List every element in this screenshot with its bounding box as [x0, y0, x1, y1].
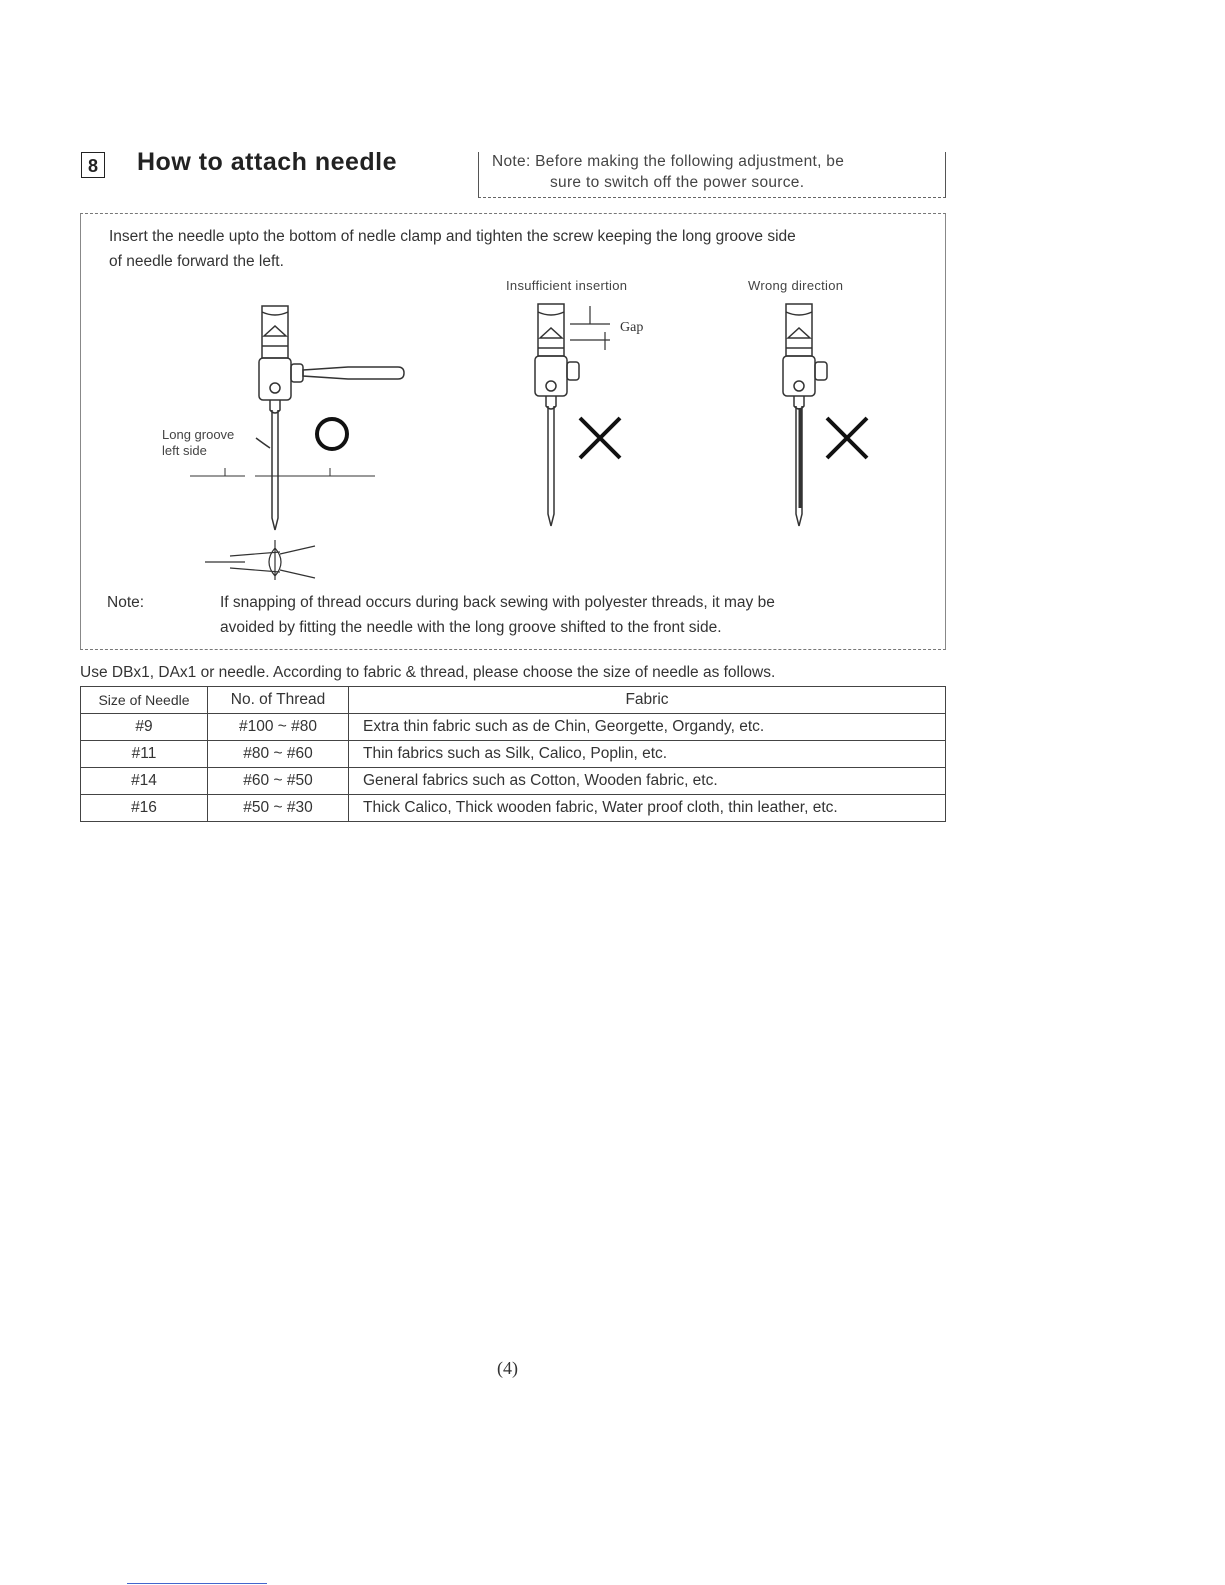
left-side-label: left side [162, 443, 207, 458]
power-note-line-2: sure to switch off the power source. [550, 174, 805, 191]
needle-size-cell: #11 [81, 741, 208, 768]
bottom-note-label: Note: [107, 594, 145, 611]
table-row [81, 795, 946, 822]
bottom-note-line-1: If snapping of thread occurs during back sewing with polyester threads, it may be [220, 594, 775, 611]
fabric-cell: General fabrics such as Cotton, Wooden fabric, etc. [349, 768, 946, 795]
table-row [81, 768, 946, 795]
needle-size-table [80, 686, 946, 822]
insufficient-insertion-caption: Insufficient insertion [506, 278, 628, 293]
page-title: How to attach needle [137, 148, 398, 176]
thread-number-cell: #100 ~ #80 [208, 714, 349, 741]
needle-usage-text: Use DBx1, DAx1 or needle. According to fabric & thread, please choose the size of needle as follows. [80, 664, 776, 681]
power-note-box [478, 152, 946, 198]
wrong-direction-figure [770, 298, 890, 538]
header-size-of-needle: Size of Needle [81, 687, 208, 714]
needle-size-cell: #16 [81, 795, 208, 822]
table-row [81, 741, 946, 768]
power-note-line-1: Note: Before making the following adjustment, be [492, 153, 845, 170]
gap-label: Gap [620, 320, 644, 335]
footer-link-underline [127, 1583, 267, 1584]
thread-number-cell: #50 ~ #30 [208, 795, 349, 822]
long-groove-label: Long groove [162, 427, 235, 442]
page-number: (4) [497, 1358, 518, 1378]
thread-number-cell: #60 ~ #50 [208, 768, 349, 795]
fabric-cell: Thin fabrics such as Silk, Calico, Poplin, etc. [349, 741, 946, 768]
table-row [81, 714, 946, 741]
fabric-cell: Extra thin fabric such as de Chin, Georgette, Organdy, etc. [349, 714, 946, 741]
table-header-row [81, 687, 946, 714]
fabric-cell: Thick Calico, Thick wooden fabric, Water proof cloth, thin leather, etc. [349, 795, 946, 822]
needle-size-cell: #9 [81, 714, 208, 741]
instruction-line-2: of needle forward the left. [109, 253, 284, 270]
header-fabric: Fabric [349, 687, 946, 714]
thread-number-cell: #80 ~ #60 [208, 741, 349, 768]
correct-needle-figure [190, 300, 410, 590]
header-no-of-thread: No. of Thread [208, 687, 349, 714]
needle-size-cell: #14 [81, 768, 208, 795]
wrong-direction-caption: Wrong direction [748, 278, 844, 293]
bottom-note-line-2: avoided by fitting the needle with the long groove shifted to the front side. [220, 619, 722, 636]
section-number: 8 [81, 152, 105, 178]
instruction-line-1: Insert the needle upto the bottom of nedle clamp and tighten the screw keeping the long groove side [109, 228, 796, 245]
